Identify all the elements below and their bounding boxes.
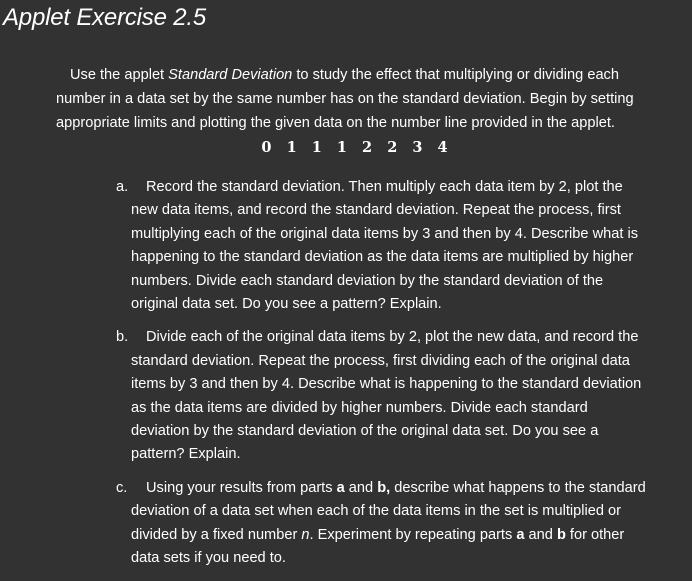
part-b <box>0 326 692 466</box>
data-value: 2 <box>387 139 398 156</box>
intro-text-2: to study the effect that multiplying or dividing each number in a data set by the same number has on the standard deviation. Begin by setting appropriate limits and plotting the given data on the number line provided in the applet. <box>56 67 634 131</box>
data-value: 1 <box>311 139 322 156</box>
page-title: Applet Exercise 2.5 <box>3 4 206 31</box>
intro-text-1: Use the applet <box>70 67 169 83</box>
intro-paragraph <box>56 63 656 135</box>
data-set <box>0 139 692 156</box>
part-b-letter: b. <box>116 329 129 346</box>
data-value: 2 <box>362 139 373 156</box>
applet-name: Standard Deviation <box>168 67 293 83</box>
part-c <box>0 477 692 571</box>
data-value: 1 <box>286 139 297 156</box>
part-c-text: Using your results from parts a and b, describe what happens to the standard deviation of a data set when each of the data items in the set is multiplied or divided by a fixed number n. Experiment by repeating parts a and b for other data sets if you need to. <box>131 479 646 567</box>
data-value: 0 <box>261 139 272 156</box>
data-value: 3 <box>412 139 423 156</box>
data-value: 4 <box>437 139 448 156</box>
part-a-letter: a. <box>116 179 129 195</box>
part-a-text: Record the standard deviation. Then multiply each data item by 2, plot the new data items, and record the standard deviation. Repeat the process, first multiplying each of the original data items by 3 and then by 4. Describe what is happening to the standard deviation as the data items are multiplied by higher numbers. Divide each standard deviation by the standard deviation of the original data set. Do you see a pattern? Explain. <box>131 179 639 313</box>
exercise-parts <box>0 176 692 581</box>
part-c-letter: c. <box>116 479 128 496</box>
part-a <box>0 176 692 316</box>
data-value: 1 <box>336 139 347 156</box>
part-b-text: Divide each of the original data items by 2, plot the new data, and record the standard deviation. Repeat the process, first dividing each of the original data items by 3 and then by 4. Describe what is happening to the standard deviation as the data items are divided by higher numbers. Divide each standard deviation by the standard deviation of the original data set. Do you see a pattern? Explain. <box>131 329 642 463</box>
